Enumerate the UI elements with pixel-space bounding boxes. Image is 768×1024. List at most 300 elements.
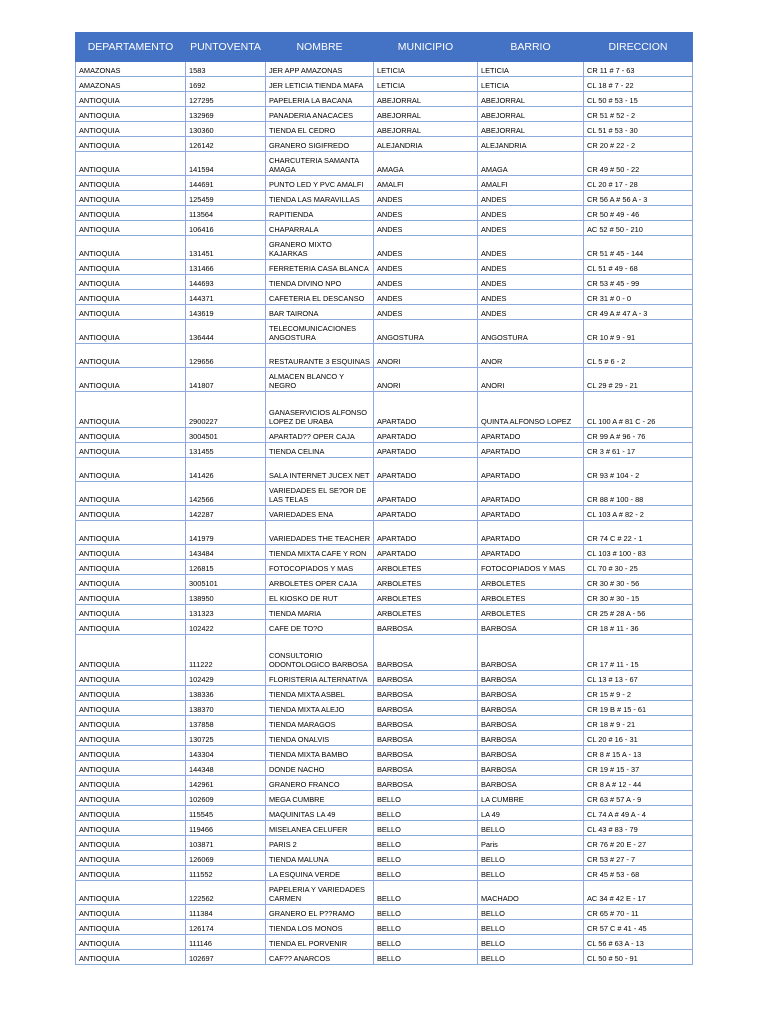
cell-nombre[interactable]: DONDE NACHO <box>266 761 374 776</box>
cell-nombre[interactable]: CAF?? ANARCOS <box>266 950 374 965</box>
cell-puntoventa[interactable]: 125459 <box>186 191 266 206</box>
cell-departamento[interactable]: ANTIOQUIA <box>76 221 186 236</box>
cell-nombre[interactable]: BAR TAIRONA <box>266 305 374 320</box>
cell-municipio[interactable]: BARBOSA <box>374 620 478 635</box>
cell-municipio[interactable]: ALEJANDRIA <box>374 137 478 152</box>
cell-nombre[interactable]: GRANERO SIGIFREDO <box>266 137 374 152</box>
cell-barrio[interactable]: BARBOSA <box>478 761 584 776</box>
cell-municipio[interactable]: ANORI <box>374 368 478 392</box>
cell-municipio[interactable]: AMAGA <box>374 152 478 176</box>
cell-departamento[interactable]: ANTIOQUIA <box>76 686 186 701</box>
cell-puntoventa[interactable]: 111552 <box>186 866 266 881</box>
cell-puntoventa[interactable]: 126142 <box>186 137 266 152</box>
cell-barrio[interactable]: APARTADO <box>478 428 584 443</box>
cell-nombre[interactable]: ALMACEN BLANCO Y NEGRO <box>266 368 374 392</box>
cell-departamento[interactable]: ANTIOQUIA <box>76 137 186 152</box>
cell-direccion[interactable]: CR 19 # 15 - 37 <box>584 761 693 776</box>
cell-direccion[interactable]: CL 20 # 16 - 31 <box>584 731 693 746</box>
cell-departamento[interactable]: ANTIOQUIA <box>76 236 186 260</box>
header-direccion[interactable]: DIRECCION <box>584 33 693 62</box>
cell-puntoventa[interactable]: 144693 <box>186 275 266 290</box>
cell-municipio[interactable]: ARBOLETES <box>374 560 478 575</box>
cell-departamento[interactable]: ANTIOQUIA <box>76 605 186 620</box>
cell-departamento[interactable]: ANTIOQUIA <box>76 506 186 521</box>
cell-direccion[interactable]: CR 3 # 61 - 17 <box>584 443 693 458</box>
cell-barrio[interactable]: APARTADO <box>478 482 584 506</box>
cell-puntoventa[interactable]: 113564 <box>186 206 266 221</box>
cell-nombre[interactable]: MAQUINITAS LA 49 <box>266 806 374 821</box>
cell-barrio[interactable]: APARTADO <box>478 545 584 560</box>
header-puntoventa[interactable]: PUNTOVENTA <box>186 33 266 62</box>
cell-puntoventa[interactable]: 138950 <box>186 590 266 605</box>
cell-barrio[interactable]: APARTADO <box>478 458 584 482</box>
cell-puntoventa[interactable]: 141979 <box>186 521 266 545</box>
cell-puntoventa[interactable]: 102697 <box>186 950 266 965</box>
cell-barrio[interactable]: APARTADO <box>478 506 584 521</box>
cell-municipio[interactable]: APARTADO <box>374 521 478 545</box>
cell-municipio[interactable]: ANDES <box>374 191 478 206</box>
cell-puntoventa[interactable]: 102429 <box>186 671 266 686</box>
cell-municipio[interactable]: BELLO <box>374 950 478 965</box>
cell-puntoventa[interactable]: 131455 <box>186 443 266 458</box>
cell-direccion[interactable]: CR 76 # 20 E - 27 <box>584 836 693 851</box>
cell-nombre[interactable]: GANASERVICIOS ALFONSO LOPEZ DE URABA <box>266 392 374 428</box>
cell-municipio[interactable]: ARBOLETES <box>374 605 478 620</box>
cell-municipio[interactable]: BARBOSA <box>374 746 478 761</box>
cell-departamento[interactable]: ANTIOQUIA <box>76 107 186 122</box>
cell-municipio[interactable]: ABEJORRAL <box>374 122 478 137</box>
cell-municipio[interactable]: BARBOSA <box>374 731 478 746</box>
cell-nombre[interactable]: GRANERO FRANCO <box>266 776 374 791</box>
cell-nombre[interactable]: SALA INTERNET JUCEX NET <box>266 458 374 482</box>
cell-puntoventa[interactable]: 144691 <box>186 176 266 191</box>
cell-direccion[interactable]: CR 20 # 22 - 2 <box>584 137 693 152</box>
cell-municipio[interactable]: BELLO <box>374 905 478 920</box>
cell-barrio[interactable]: BELLO <box>478 866 584 881</box>
cell-barrio[interactable]: BARBOSA <box>478 635 584 671</box>
cell-departamento[interactable]: ANTIOQUIA <box>76 761 186 776</box>
cell-puntoventa[interactable]: 129656 <box>186 344 266 368</box>
cell-puntoventa[interactable]: 102609 <box>186 791 266 806</box>
cell-direccion[interactable]: CR 93 # 104 - 2 <box>584 458 693 482</box>
cell-direccion[interactable]: CR 49 # 50 - 22 <box>584 152 693 176</box>
cell-departamento[interactable]: ANTIOQUIA <box>76 776 186 791</box>
cell-municipio[interactable]: BELLO <box>374 881 478 905</box>
cell-departamento[interactable]: ANTIOQUIA <box>76 443 186 458</box>
cell-direccion[interactable]: CR 8 A # 12 - 44 <box>584 776 693 791</box>
cell-municipio[interactable]: ANDES <box>374 290 478 305</box>
cell-departamento[interactable]: ANTIOQUIA <box>76 935 186 950</box>
cell-barrio[interactable]: BARBOSA <box>478 701 584 716</box>
cell-direccion[interactable]: CR 18 # 11 - 36 <box>584 620 693 635</box>
cell-direccion[interactable]: CR 51 # 52 - 2 <box>584 107 693 122</box>
cell-direccion[interactable]: CL 29 # 29 - 21 <box>584 368 693 392</box>
cell-barrio[interactable]: BELLO <box>478 905 584 920</box>
cell-nombre[interactable]: LA ESQUINA VERDE <box>266 866 374 881</box>
cell-nombre[interactable]: CONSULTORIO ODONTOLOGICO BARBOSA <box>266 635 374 671</box>
cell-departamento[interactable]: ANTIOQUIA <box>76 428 186 443</box>
cell-departamento[interactable]: ANTIOQUIA <box>76 275 186 290</box>
cell-nombre[interactable]: GRANERO MIXTO KAJARKAS <box>266 236 374 260</box>
cell-puntoventa[interactable]: 127295 <box>186 92 266 107</box>
cell-nombre[interactable]: ARBOLETES OPER CAJA <box>266 575 374 590</box>
cell-direccion[interactable]: CR 19 B # 15 - 61 <box>584 701 693 716</box>
cell-nombre[interactable]: RESTAURANTE 3 ESQUINAS <box>266 344 374 368</box>
cell-nombre[interactable]: PAPELERIA Y VARIEDADES CARMEN <box>266 881 374 905</box>
cell-municipio[interactable]: ABEJORRAL <box>374 92 478 107</box>
cell-direccion[interactable]: CR 18 # 9 - 21 <box>584 716 693 731</box>
cell-puntoventa[interactable]: 143619 <box>186 305 266 320</box>
cell-puntoventa[interactable]: 144371 <box>186 290 266 305</box>
cell-barrio[interactable]: BARBOSA <box>478 686 584 701</box>
cell-departamento[interactable]: ANTIOQUIA <box>76 575 186 590</box>
cell-nombre[interactable]: TIENDA ONALVIS <box>266 731 374 746</box>
cell-departamento[interactable]: ANTIOQUIA <box>76 392 186 428</box>
cell-direccion[interactable]: CL 56 # 63 A - 13 <box>584 935 693 950</box>
cell-barrio[interactable]: ANORI <box>478 368 584 392</box>
cell-departamento[interactable]: ANTIOQUIA <box>76 905 186 920</box>
cell-departamento[interactable]: ANTIOQUIA <box>76 746 186 761</box>
cell-direccion[interactable]: CR 49 A # 47 A - 3 <box>584 305 693 320</box>
cell-nombre[interactable]: FOTOCOPIADOS Y MAS <box>266 560 374 575</box>
cell-direccion[interactable]: CL 103 # 100 - 83 <box>584 545 693 560</box>
cell-direccion[interactable]: CL 50 # 50 - 91 <box>584 950 693 965</box>
cell-departamento[interactable]: ANTIOQUIA <box>76 701 186 716</box>
cell-departamento[interactable]: ANTIOQUIA <box>76 866 186 881</box>
cell-municipio[interactable]: BELLO <box>374 791 478 806</box>
cell-barrio[interactable]: BARBOSA <box>478 716 584 731</box>
cell-puntoventa[interactable]: 138336 <box>186 686 266 701</box>
cell-departamento[interactable]: ANTIOQUIA <box>76 176 186 191</box>
cell-barrio[interactable]: ABEJORRAL <box>478 122 584 137</box>
cell-direccion[interactable]: CR 53 # 45 - 99 <box>584 275 693 290</box>
cell-municipio[interactable]: APARTADO <box>374 428 478 443</box>
cell-nombre[interactable]: TIENDA EL PORVENIR <box>266 935 374 950</box>
header-municipio[interactable]: MUNICIPIO <box>374 33 478 62</box>
cell-puntoventa[interactable]: 3005101 <box>186 575 266 590</box>
cell-nombre[interactable]: TIENDA MIXTA ALEJO <box>266 701 374 716</box>
cell-municipio[interactable]: BELLO <box>374 935 478 950</box>
cell-municipio[interactable]: BARBOSA <box>374 761 478 776</box>
cell-departamento[interactable]: ANTIOQUIA <box>76 152 186 176</box>
cell-direccion[interactable]: CR 31 # 0 - 0 <box>584 290 693 305</box>
cell-direccion[interactable]: CR 25 # 28 A - 56 <box>584 605 693 620</box>
cell-departamento[interactable]: ANTIOQUIA <box>76 671 186 686</box>
cell-barrio[interactable]: APARTADO <box>478 521 584 545</box>
cell-puntoventa[interactable]: 141426 <box>186 458 266 482</box>
cell-municipio[interactable]: LETICIA <box>374 62 478 77</box>
cell-nombre[interactable]: APARTAD?? OPER CAJA <box>266 428 374 443</box>
cell-barrio[interactable]: ARBOLETES <box>478 575 584 590</box>
cell-departamento[interactable]: ANTIOQUIA <box>76 305 186 320</box>
cell-puntoventa[interactable]: 130360 <box>186 122 266 137</box>
cell-departamento[interactable]: AMAZONAS <box>76 62 186 77</box>
cell-puntoventa[interactable]: 122562 <box>186 881 266 905</box>
cell-barrio[interactable]: ANDES <box>478 236 584 260</box>
cell-direccion[interactable]: CR 45 # 53 - 68 <box>584 866 693 881</box>
cell-barrio[interactable]: ABEJORRAL <box>478 107 584 122</box>
cell-nombre[interactable]: VARIEDADES ENA <box>266 506 374 521</box>
header-departamento[interactable]: DEPARTAMENTO <box>76 33 186 62</box>
cell-barrio[interactable]: ALEJANDRIA <box>478 137 584 152</box>
cell-nombre[interactable]: PANADERIA ANACACES <box>266 107 374 122</box>
cell-direccion[interactable]: CL 100 A # 81 C - 26 <box>584 392 693 428</box>
cell-puntoventa[interactable]: 142566 <box>186 482 266 506</box>
cell-nombre[interactable]: TIENDA CELINA <box>266 443 374 458</box>
cell-nombre[interactable]: MEGA CUMBRE <box>266 791 374 806</box>
cell-direccion[interactable]: CL 70 # 30 - 25 <box>584 560 693 575</box>
cell-barrio[interactable]: ABEJORRAL <box>478 92 584 107</box>
cell-municipio[interactable]: ANDES <box>374 275 478 290</box>
cell-puntoventa[interactable]: 131451 <box>186 236 266 260</box>
cell-barrio[interactable]: ANDES <box>478 275 584 290</box>
cell-municipio[interactable]: BARBOSA <box>374 635 478 671</box>
cell-municipio[interactable]: BELLO <box>374 851 478 866</box>
cell-municipio[interactable]: APARTADO <box>374 506 478 521</box>
cell-municipio[interactable]: ANGOSTURA <box>374 320 478 344</box>
cell-puntoventa[interactable]: 119466 <box>186 821 266 836</box>
cell-municipio[interactable]: BELLO <box>374 821 478 836</box>
cell-municipio[interactable]: BELLO <box>374 836 478 851</box>
cell-barrio[interactable]: LETICIA <box>478 77 584 92</box>
cell-municipio[interactable]: APARTADO <box>374 458 478 482</box>
cell-direccion[interactable]: CR 50 # 49 - 46 <box>584 206 693 221</box>
cell-direccion[interactable]: CR 30 # 30 - 15 <box>584 590 693 605</box>
cell-nombre[interactable]: RAPITIENDA <box>266 206 374 221</box>
cell-barrio[interactable]: BELLO <box>478 935 584 950</box>
cell-barrio[interactable]: BELLO <box>478 950 584 965</box>
cell-barrio[interactable]: ANDES <box>478 305 584 320</box>
cell-puntoventa[interactable]: 142961 <box>186 776 266 791</box>
cell-direccion[interactable]: CL 51 # 53 - 30 <box>584 122 693 137</box>
cell-puntoventa[interactable]: 130725 <box>186 731 266 746</box>
cell-departamento[interactable]: ANTIOQUIA <box>76 560 186 575</box>
cell-departamento[interactable]: ANTIOQUIA <box>76 206 186 221</box>
cell-direccion[interactable]: CR 15 # 9 - 2 <box>584 686 693 701</box>
cell-direccion[interactable]: CR 51 # 45 - 144 <box>584 236 693 260</box>
cell-departamento[interactable]: ANTIOQUIA <box>76 458 186 482</box>
cell-municipio[interactable]: BELLO <box>374 806 478 821</box>
cell-barrio[interactable]: BARBOSA <box>478 671 584 686</box>
cell-departamento[interactable]: ANTIOQUIA <box>76 821 186 836</box>
cell-puntoventa[interactable]: 115545 <box>186 806 266 821</box>
cell-nombre[interactable]: PUNTO LED Y PVC AMALFI <box>266 176 374 191</box>
cell-barrio[interactable]: BARBOSA <box>478 746 584 761</box>
cell-departamento[interactable]: ANTIOQUIA <box>76 590 186 605</box>
cell-departamento[interactable]: ANTIOQUIA <box>76 620 186 635</box>
cell-municipio[interactable]: ANORI <box>374 344 478 368</box>
cell-puntoventa[interactable]: 1692 <box>186 77 266 92</box>
cell-direccion[interactable]: CR 56 A # 56 A - 3 <box>584 191 693 206</box>
cell-barrio[interactable]: ANDES <box>478 260 584 275</box>
cell-puntoventa[interactable]: 1583 <box>186 62 266 77</box>
cell-puntoventa[interactable]: 3004501 <box>186 428 266 443</box>
cell-barrio[interactable]: AMAGA <box>478 152 584 176</box>
cell-nombre[interactable]: TIENDA MIXTA CAFE Y RON <box>266 545 374 560</box>
cell-nombre[interactable]: TIENDA LAS MARAVILLAS <box>266 191 374 206</box>
cell-municipio[interactable]: BARBOSA <box>374 686 478 701</box>
cell-nombre[interactable]: TIENDA MALUNA <box>266 851 374 866</box>
cell-direccion[interactable]: CR 17 # 11 - 15 <box>584 635 693 671</box>
cell-barrio[interactable]: BELLO <box>478 821 584 836</box>
cell-direccion[interactable]: CR 63 # 57 A - 9 <box>584 791 693 806</box>
cell-municipio[interactable]: APARTADO <box>374 392 478 428</box>
cell-municipio[interactable]: AMALFI <box>374 176 478 191</box>
cell-barrio[interactable]: ANGOSTURA <box>478 320 584 344</box>
header-barrio[interactable]: BARRIO <box>478 33 584 62</box>
cell-barrio[interactable]: BELLO <box>478 920 584 935</box>
cell-departamento[interactable]: ANTIOQUIA <box>76 950 186 965</box>
cell-nombre[interactable]: VARIEDADES EL SE?OR DE LAS TELAS <box>266 482 374 506</box>
cell-barrio[interactable]: ANDES <box>478 191 584 206</box>
cell-barrio[interactable]: MACHADO <box>478 881 584 905</box>
cell-municipio[interactable]: ANDES <box>374 221 478 236</box>
header-nombre[interactable]: NOMBRE <box>266 33 374 62</box>
cell-nombre[interactable]: TIENDA MIXTA BAMBO <box>266 746 374 761</box>
cell-nombre[interactable]: FERRETERIA CASA BLANCA <box>266 260 374 275</box>
cell-nombre[interactable]: CAFETERIA EL DESCANSO <box>266 290 374 305</box>
cell-puntoventa[interactable]: 111384 <box>186 905 266 920</box>
cell-departamento[interactable]: ANTIOQUIA <box>76 521 186 545</box>
cell-direccion[interactable]: CL 43 # 83 - 79 <box>584 821 693 836</box>
cell-departamento[interactable]: ANTIOQUIA <box>76 368 186 392</box>
cell-direccion[interactable]: CL 74 A # 49 A - 4 <box>584 806 693 821</box>
cell-departamento[interactable]: ANTIOQUIA <box>76 635 186 671</box>
cell-nombre[interactable]: TIENDA DIVINO NPO <box>266 275 374 290</box>
cell-nombre[interactable]: TIENDA MARIA <box>266 605 374 620</box>
cell-direccion[interactable]: CL 50 # 53 - 15 <box>584 92 693 107</box>
cell-puntoventa[interactable]: 111146 <box>186 935 266 950</box>
cell-barrio[interactable]: BARBOSA <box>478 776 584 791</box>
cell-municipio[interactable]: ANDES <box>374 236 478 260</box>
cell-direccion[interactable]: CR 8 # 15 A - 13 <box>584 746 693 761</box>
cell-municipio[interactable]: BELLO <box>374 920 478 935</box>
cell-barrio[interactable]: ANDES <box>478 290 584 305</box>
cell-puntoventa[interactable]: 126174 <box>186 920 266 935</box>
cell-municipio[interactable]: APARTADO <box>374 443 478 458</box>
cell-puntoventa[interactable]: 106416 <box>186 221 266 236</box>
cell-direccion[interactable]: CL 18 # 7 - 22 <box>584 77 693 92</box>
cell-barrio[interactable]: APARTADO <box>478 443 584 458</box>
cell-nombre[interactable]: CAFE DE TO?O <box>266 620 374 635</box>
cell-direccion[interactable]: CL 5 # 6 - 2 <box>584 344 693 368</box>
cell-puntoventa[interactable]: 144348 <box>186 761 266 776</box>
cell-departamento[interactable]: ANTIOQUIA <box>76 836 186 851</box>
cell-barrio[interactable]: BELLO <box>478 851 584 866</box>
cell-municipio[interactable]: ANDES <box>374 305 478 320</box>
cell-direccion[interactable]: AC 52 # 50 - 210 <box>584 221 693 236</box>
cell-municipio[interactable]: APARTADO <box>374 482 478 506</box>
cell-nombre[interactable]: JER APP AMAZONAS <box>266 62 374 77</box>
cell-puntoventa[interactable]: 126069 <box>186 851 266 866</box>
cell-departamento[interactable]: ANTIOQUIA <box>76 92 186 107</box>
cell-municipio[interactable]: BARBOSA <box>374 776 478 791</box>
cell-municipio[interactable]: ABEJORRAL <box>374 107 478 122</box>
cell-departamento[interactable]: ANTIOQUIA <box>76 791 186 806</box>
cell-puntoventa[interactable]: 103871 <box>186 836 266 851</box>
cell-municipio[interactable]: ARBOLETES <box>374 590 478 605</box>
cell-direccion[interactable]: CR 65 # 70 - 11 <box>584 905 693 920</box>
cell-barrio[interactable]: LA 49 <box>478 806 584 821</box>
cell-nombre[interactable]: TELECOMUNICACIONES ANGOSTURA <box>266 320 374 344</box>
cell-direccion[interactable]: CL 103 A # 82 - 2 <box>584 506 693 521</box>
cell-municipio[interactable]: ANDES <box>374 260 478 275</box>
cell-barrio[interactable]: ANDES <box>478 221 584 236</box>
cell-municipio[interactable]: LETICIA <box>374 77 478 92</box>
cell-puntoventa[interactable]: 2900227 <box>186 392 266 428</box>
cell-direccion[interactable]: CL 13 # 13 - 67 <box>584 671 693 686</box>
cell-nombre[interactable]: TIENDA EL CEDRO <box>266 122 374 137</box>
cell-departamento[interactable]: ANTIOQUIA <box>76 344 186 368</box>
cell-barrio[interactable]: BARBOSA <box>478 620 584 635</box>
cell-direccion[interactable]: CR 57 C # 41 - 45 <box>584 920 693 935</box>
cell-puntoventa[interactable]: 102422 <box>186 620 266 635</box>
cell-direccion[interactable]: CR 74 C # 22 - 1 <box>584 521 693 545</box>
cell-departamento[interactable]: ANTIOQUIA <box>76 260 186 275</box>
cell-departamento[interactable]: ANTIOQUIA <box>76 851 186 866</box>
cell-barrio[interactable]: AMALFI <box>478 176 584 191</box>
cell-nombre[interactable]: PARIS 2 <box>266 836 374 851</box>
cell-nombre[interactable]: JER LETICIA TIENDA MAFA <box>266 77 374 92</box>
cell-barrio[interactable]: ARBOLETES <box>478 605 584 620</box>
cell-puntoventa[interactable]: 138370 <box>186 701 266 716</box>
cell-puntoventa[interactable]: 132969 <box>186 107 266 122</box>
cell-nombre[interactable]: GRANERO EL P??RAMO <box>266 905 374 920</box>
cell-puntoventa[interactable]: 136444 <box>186 320 266 344</box>
cell-barrio[interactable]: FOTOCOPIADOS Y MAS <box>478 560 584 575</box>
cell-municipio[interactable]: BARBOSA <box>374 716 478 731</box>
cell-barrio[interactable]: ARBOLETES <box>478 590 584 605</box>
cell-departamento[interactable]: ANTIOQUIA <box>76 731 186 746</box>
cell-puntoventa[interactable]: 142287 <box>186 506 266 521</box>
cell-puntoventa[interactable]: 143304 <box>186 746 266 761</box>
cell-direccion[interactable]: CR 11 # 7 - 63 <box>584 62 693 77</box>
cell-nombre[interactable]: MISELANEA CELUFER <box>266 821 374 836</box>
cell-nombre[interactable]: PAPELERIA LA BACANA <box>266 92 374 107</box>
cell-departamento[interactable]: ANTIOQUIA <box>76 290 186 305</box>
cell-direccion[interactable]: CR 30 # 30 - 56 <box>584 575 693 590</box>
cell-barrio[interactable]: ANDES <box>478 206 584 221</box>
cell-departamento[interactable]: ANTIOQUIA <box>76 191 186 206</box>
cell-departamento[interactable]: ANTIOQUIA <box>76 320 186 344</box>
cell-direccion[interactable]: CR 88 # 100 - 88 <box>584 482 693 506</box>
cell-puntoventa[interactable]: 141807 <box>186 368 266 392</box>
cell-departamento[interactable]: ANTIOQUIA <box>76 716 186 731</box>
cell-nombre[interactable]: TIENDA MIXTA ASBEL <box>266 686 374 701</box>
cell-direccion[interactable]: CL 20 # 17 - 28 <box>584 176 693 191</box>
cell-municipio[interactable]: BARBOSA <box>374 671 478 686</box>
cell-direccion[interactable]: CR 53 # 27 - 7 <box>584 851 693 866</box>
cell-departamento[interactable]: AMAZONAS <box>76 77 186 92</box>
cell-puntoventa[interactable]: 141594 <box>186 152 266 176</box>
cell-puntoventa[interactable]: 111222 <box>186 635 266 671</box>
cell-direccion[interactable]: CL 51 # 49 - 68 <box>584 260 693 275</box>
cell-departamento[interactable]: ANTIOQUIA <box>76 806 186 821</box>
cell-departamento[interactable]: ANTIOQUIA <box>76 122 186 137</box>
cell-nombre[interactable]: CHARCUTERIA SAMANTA AMAGA <box>266 152 374 176</box>
cell-municipio[interactable]: BELLO <box>374 866 478 881</box>
cell-direccion[interactable]: AC 34 # 42 E - 17 <box>584 881 693 905</box>
cell-barrio[interactable]: Paris <box>478 836 584 851</box>
cell-direccion[interactable]: CR 99 A # 96 - 76 <box>584 428 693 443</box>
cell-nombre[interactable]: FLORISTERIA ALTERNATIVA <box>266 671 374 686</box>
cell-puntoventa[interactable]: 126815 <box>186 560 266 575</box>
cell-barrio[interactable]: QUINTA ALFONSO LOPEZ <box>478 392 584 428</box>
cell-municipio[interactable]: ANDES <box>374 206 478 221</box>
cell-departamento[interactable]: ANTIOQUIA <box>76 545 186 560</box>
cell-barrio[interactable]: LETICIA <box>478 62 584 77</box>
cell-barrio[interactable]: BARBOSA <box>478 731 584 746</box>
